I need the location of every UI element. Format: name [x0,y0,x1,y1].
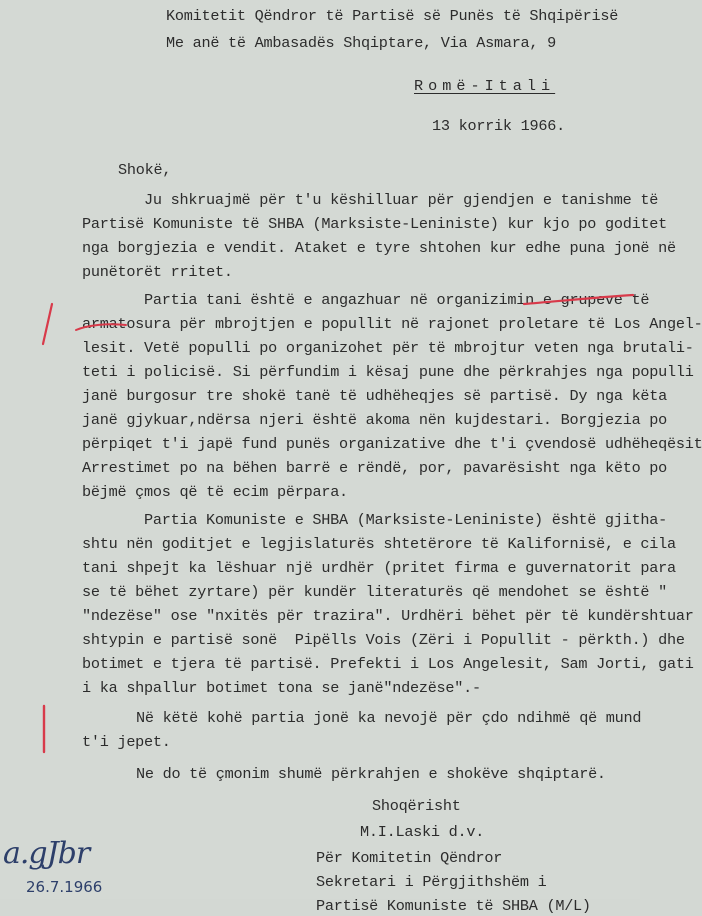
place-line: Romë-Itali [414,77,556,95]
body-line: punëtorët rritet. [82,263,233,281]
letter-date: 13 korrik 1966. [432,117,565,135]
handwritten-initials: a.gJbr [3,836,90,871]
body-line: shtu nën goditjet e legjislaturës shtetërore të Kalifornisë, e cila [82,535,676,553]
body-line: tani shpejt ka lëshuar një urdhër (pritet firma e guvernatorit para [82,559,676,577]
body-line: i ka shpallur botimet tona se janë"ndezëse".- [82,679,481,697]
body-line: Arrestimet po na bëhen barrë e rëndë, por, pavarësisht nga këto po [82,459,668,477]
salutation: Shokë, [118,161,172,179]
body-line: teti i policisë. Si përfundim i kësaj pune dhe përkrahjes nga populli [82,363,694,381]
letterhead-line-2: Me anë të Ambasadës Shqiptare, Via Asmara, 9 [166,34,557,52]
body-line: janë gjykuar,ndërsa njeri është akoma nën kujdestari. Borgjezia po [82,411,668,429]
body-line: Partisë Komuniste të SHBA (Marksiste-Leniniste) kur kjo po goditet [82,215,668,233]
body-line: lesit. Vetë populli po organizohet për të mbrojtur veten nga brutali- [82,339,694,357]
letterhead-line-1: Komitetit Qëndror të Partisë së Punës të Shqipërisë [166,7,619,25]
body-line: Partia Komuniste e SHBA (Marksiste-Leniniste) është gjitha- [144,511,667,529]
body-line: se të bëhet zyrtare) për kundër literaturës që mendohet se është " [82,583,668,601]
body-line: shtypin e partisë sonë Pipëlls Vois (Zëri i Popullit - përkth.) dhe [82,631,685,649]
signatory-party: Partisë Komuniste të SHBA (M/L) [316,897,591,915]
body-line: "ndezëse" ose "nxitës për trazira". Urdhëri bëhet për të kundërshtuar [82,607,694,625]
body-line: Në këtë kohë partia jonë ka nevojë për çdo ndihmë që mund [136,709,642,727]
body-line: botimet e tjera të partisë. Prefekti i Los Angelesit, Sam Jorti, gati [82,655,694,673]
body-line: armatosura për mbrojtjen e popullit në rajonet proletare të Los Angel- [82,315,702,333]
body-line: Ju shkruajmë për t'u këshilluar për gjendjen e tanishme të [144,191,659,209]
body-line: Partia tani është e angazhuar në organizimin e grupeve të [144,291,650,309]
body-line: përpiqet t'i japë fund punës organizative dhe t'i çvendosë udhëheqësit [82,435,702,453]
body-line: janë burgosur tre shokë tanë të udhëheqjes së partisë. Dy nga këta [82,387,668,405]
body-line: t'i jepet. [82,733,171,751]
closing-regards: Shoqërisht [372,797,461,815]
body-line: bëjmë çmos që të ecim përpara. [82,483,348,501]
signature-name: M.I.Laski d.v. [360,823,485,841]
handwritten-date: 26.7.1966 [26,878,103,896]
body-line: Ne do të çmonim shumë përkrahjen e shokëve shqiptarë. [136,765,606,783]
signatory-committee: Për Komitetin Qëndror [316,849,503,867]
signatory-title: Sekretari i Përgjithshëm i [316,873,547,891]
body-line: nga borgjezia e vendit. Ataket e tyre shtohen kur edhe puna jonë në [82,239,676,257]
red-margin-mark-upper [43,304,52,344]
